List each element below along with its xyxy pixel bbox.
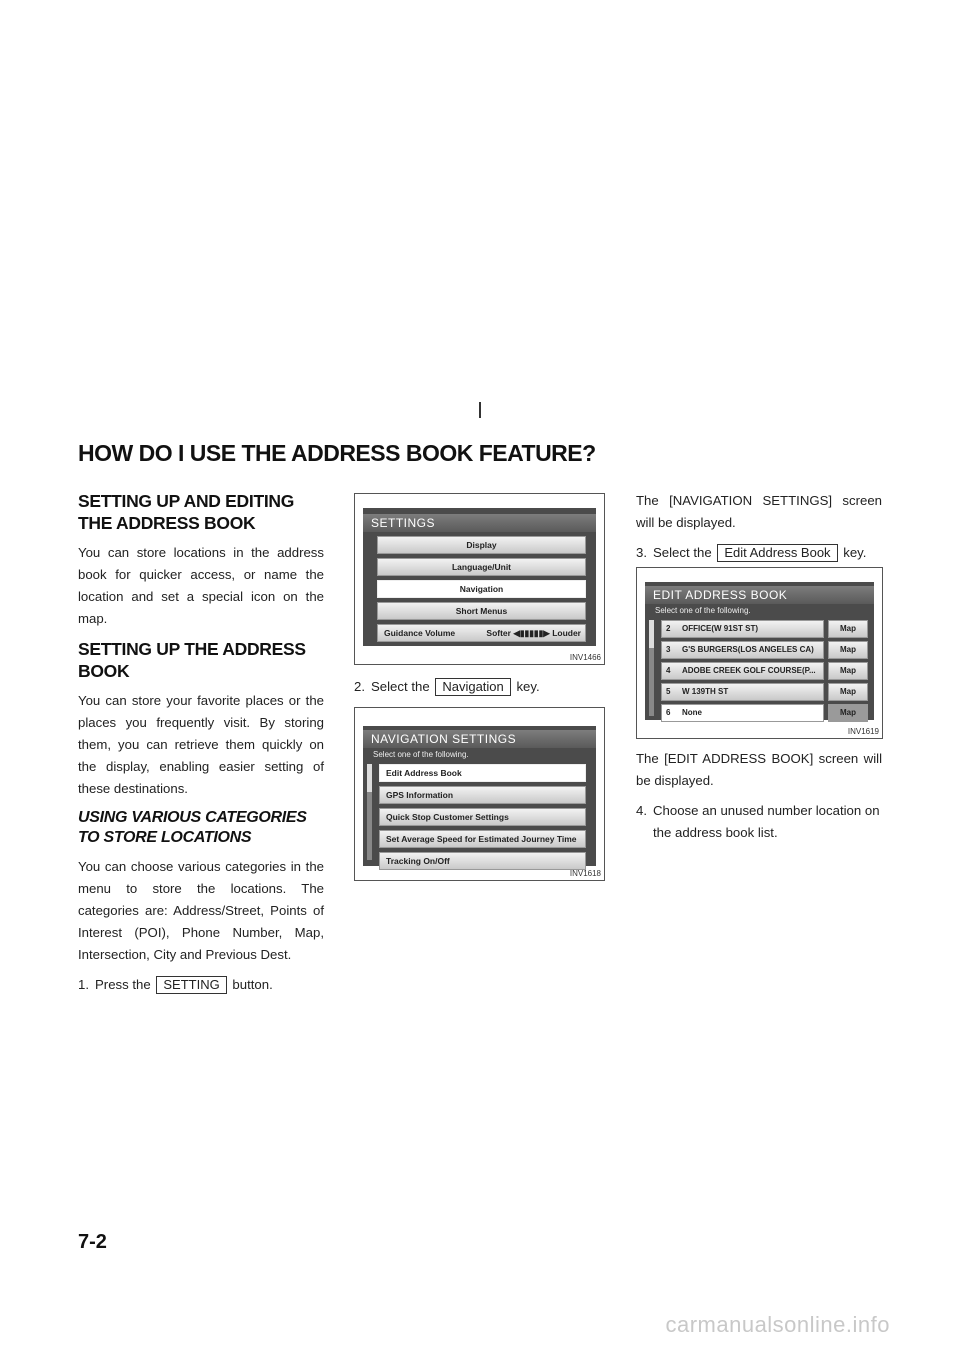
menu-item-tracking: Tracking On/Off <box>379 852 586 870</box>
step-text: Press the <box>95 977 151 992</box>
volume-louder: Louder <box>552 628 581 638</box>
menu-item-display: Display <box>377 536 586 554</box>
paragraph-categories: You can choose various categories in the menu to store the locations. The categories are: Address/Street, Points of Interest (POI), Phone Number, Map, Intersection, City and Previous Dest. <box>78 859 324 962</box>
map-button: Map <box>828 620 868 638</box>
menu-item-quick-stop: Quick Stop Customer Settings <box>379 808 586 826</box>
map-button: Map <box>828 683 868 701</box>
paragraph-intro: You can store locations in the address book for quicker access, or name the location and set a special icon on the map. <box>78 545 324 626</box>
scrollbar <box>367 764 372 860</box>
step-text: key. <box>516 679 540 694</box>
figure-settings-screen <box>354 493 605 665</box>
step-text: Select the <box>653 545 712 560</box>
watermark: carmanualsonline.info <box>665 1312 890 1337</box>
screen-title: EDIT ADDRESS BOOK <box>645 586 874 604</box>
column-2 <box>354 676 600 698</box>
address-name: None <box>682 708 702 717</box>
step-2 <box>354 676 600 698</box>
screen-subtitle: Select one of the following. <box>373 750 469 759</box>
menu-item-average-speed: Set Average Speed for Estimated Journey Time <box>379 830 586 848</box>
menu-item-gps-information: GPS Information <box>379 786 586 804</box>
screen-title: SETTINGS <box>363 514 596 532</box>
figure-edit-address-book-screen <box>636 567 883 739</box>
edit-address-book-key: Edit Address Book <box>717 544 837 562</box>
address-name: G'S BURGERS(LOS ANGELES CA) <box>682 645 814 654</box>
step-text: Choose an unused number location on the address book list. <box>653 803 880 840</box>
paragraph-edit-displayed: The [EDIT ADDRESS BOOK] screen will be displayed. <box>636 751 882 788</box>
page-number: 7-2 <box>78 1231 107 1253</box>
column-3-lower <box>636 748 882 844</box>
map-button: Map <box>828 704 868 722</box>
navigation-settings-screen <box>363 726 596 866</box>
figure-code: INV1619 <box>847 727 879 736</box>
setting-key: SETTING <box>156 976 226 994</box>
center-tick <box>479 402 481 418</box>
address-row: 4 ADOBE CREEK GOLF COURSE(P... Map <box>661 662 868 680</box>
address-name: W 139TH ST <box>682 687 729 696</box>
step-text: key. <box>843 545 867 560</box>
paragraph-nav-displayed: The [NAVIGATION SETTINGS] screen will be displayed. <box>636 493 882 530</box>
paragraph-setup: You can store your favorite places or the places you frequently visit. By storing them, you can retrieve them quickly on the display, enabling easier setting of these destinations. <box>78 693 324 796</box>
menu-item-navigation: Navigation <box>377 580 586 598</box>
address-row: 2 OFFICE(W 91ST ST) Map <box>661 620 868 638</box>
figure-navigation-settings-screen <box>354 707 605 881</box>
step-4 <box>636 800 882 844</box>
menu-item-edit-address-book: Edit Address Book <box>379 764 586 782</box>
edit-address-book-screen <box>645 582 874 720</box>
address-list <box>661 620 868 725</box>
section-heading-editing: SETTING UP AND EDITING THE ADDRESS BOOK <box>78 491 295 533</box>
address-name: OFFICE(W 91ST ST) <box>682 624 758 633</box>
navigation-menu <box>379 764 586 874</box>
address-row: 3 G'S BURGERS(LOS ANGELES CA) Map <box>661 641 868 659</box>
volume-softer: Softer <box>486 628 511 638</box>
step-number: 2. <box>354 679 365 694</box>
map-button: Map <box>828 662 868 680</box>
step-number: 4. <box>636 803 647 818</box>
step-number: 1. <box>78 977 89 992</box>
address-row: 5 W 139TH ST Map <box>661 683 868 701</box>
step-number: 3. <box>636 545 647 560</box>
page-title: HOW DO I USE THE ADDRESS BOOK FEATURE? <box>78 440 596 466</box>
step-1 <box>78 974 324 996</box>
screen-title: NAVIGATION SETTINGS <box>363 730 596 748</box>
settings-menu <box>377 536 586 646</box>
settings-screen <box>363 508 596 646</box>
address-row: 6 None Map <box>661 704 868 722</box>
step-text: button. <box>232 977 273 992</box>
menu-item-guidance-volume <box>377 624 586 642</box>
step-3 <box>636 542 882 564</box>
step-text: Select the <box>371 679 430 694</box>
map-button: Map <box>828 641 868 659</box>
column-3 <box>636 490 882 564</box>
column-1 <box>78 490 324 996</box>
address-name: ADOBE CREEK GOLF COURSE(P... <box>682 666 816 675</box>
volume-label: Guidance Volume <box>384 628 456 638</box>
volume-meter-icon: ◀▮▮▮▮▮▶ <box>513 628 550 638</box>
figure-code: INV1466 <box>569 653 601 662</box>
figure-code: INV1618 <box>569 869 601 878</box>
scrollbar <box>649 620 654 716</box>
menu-item-language-unit: Language/Unit <box>377 558 586 576</box>
menu-item-short-menus: Short Menus <box>377 602 586 620</box>
screen-subtitle: Select one of the following. <box>655 606 751 615</box>
section-heading-setup: SETTING UP THE ADDRESS BOOK <box>78 639 306 681</box>
navigation-key: Navigation <box>435 678 510 696</box>
subheading-categories: USING VARIOUS CATEGORIES TO STORE LOCATIONS <box>78 809 307 846</box>
